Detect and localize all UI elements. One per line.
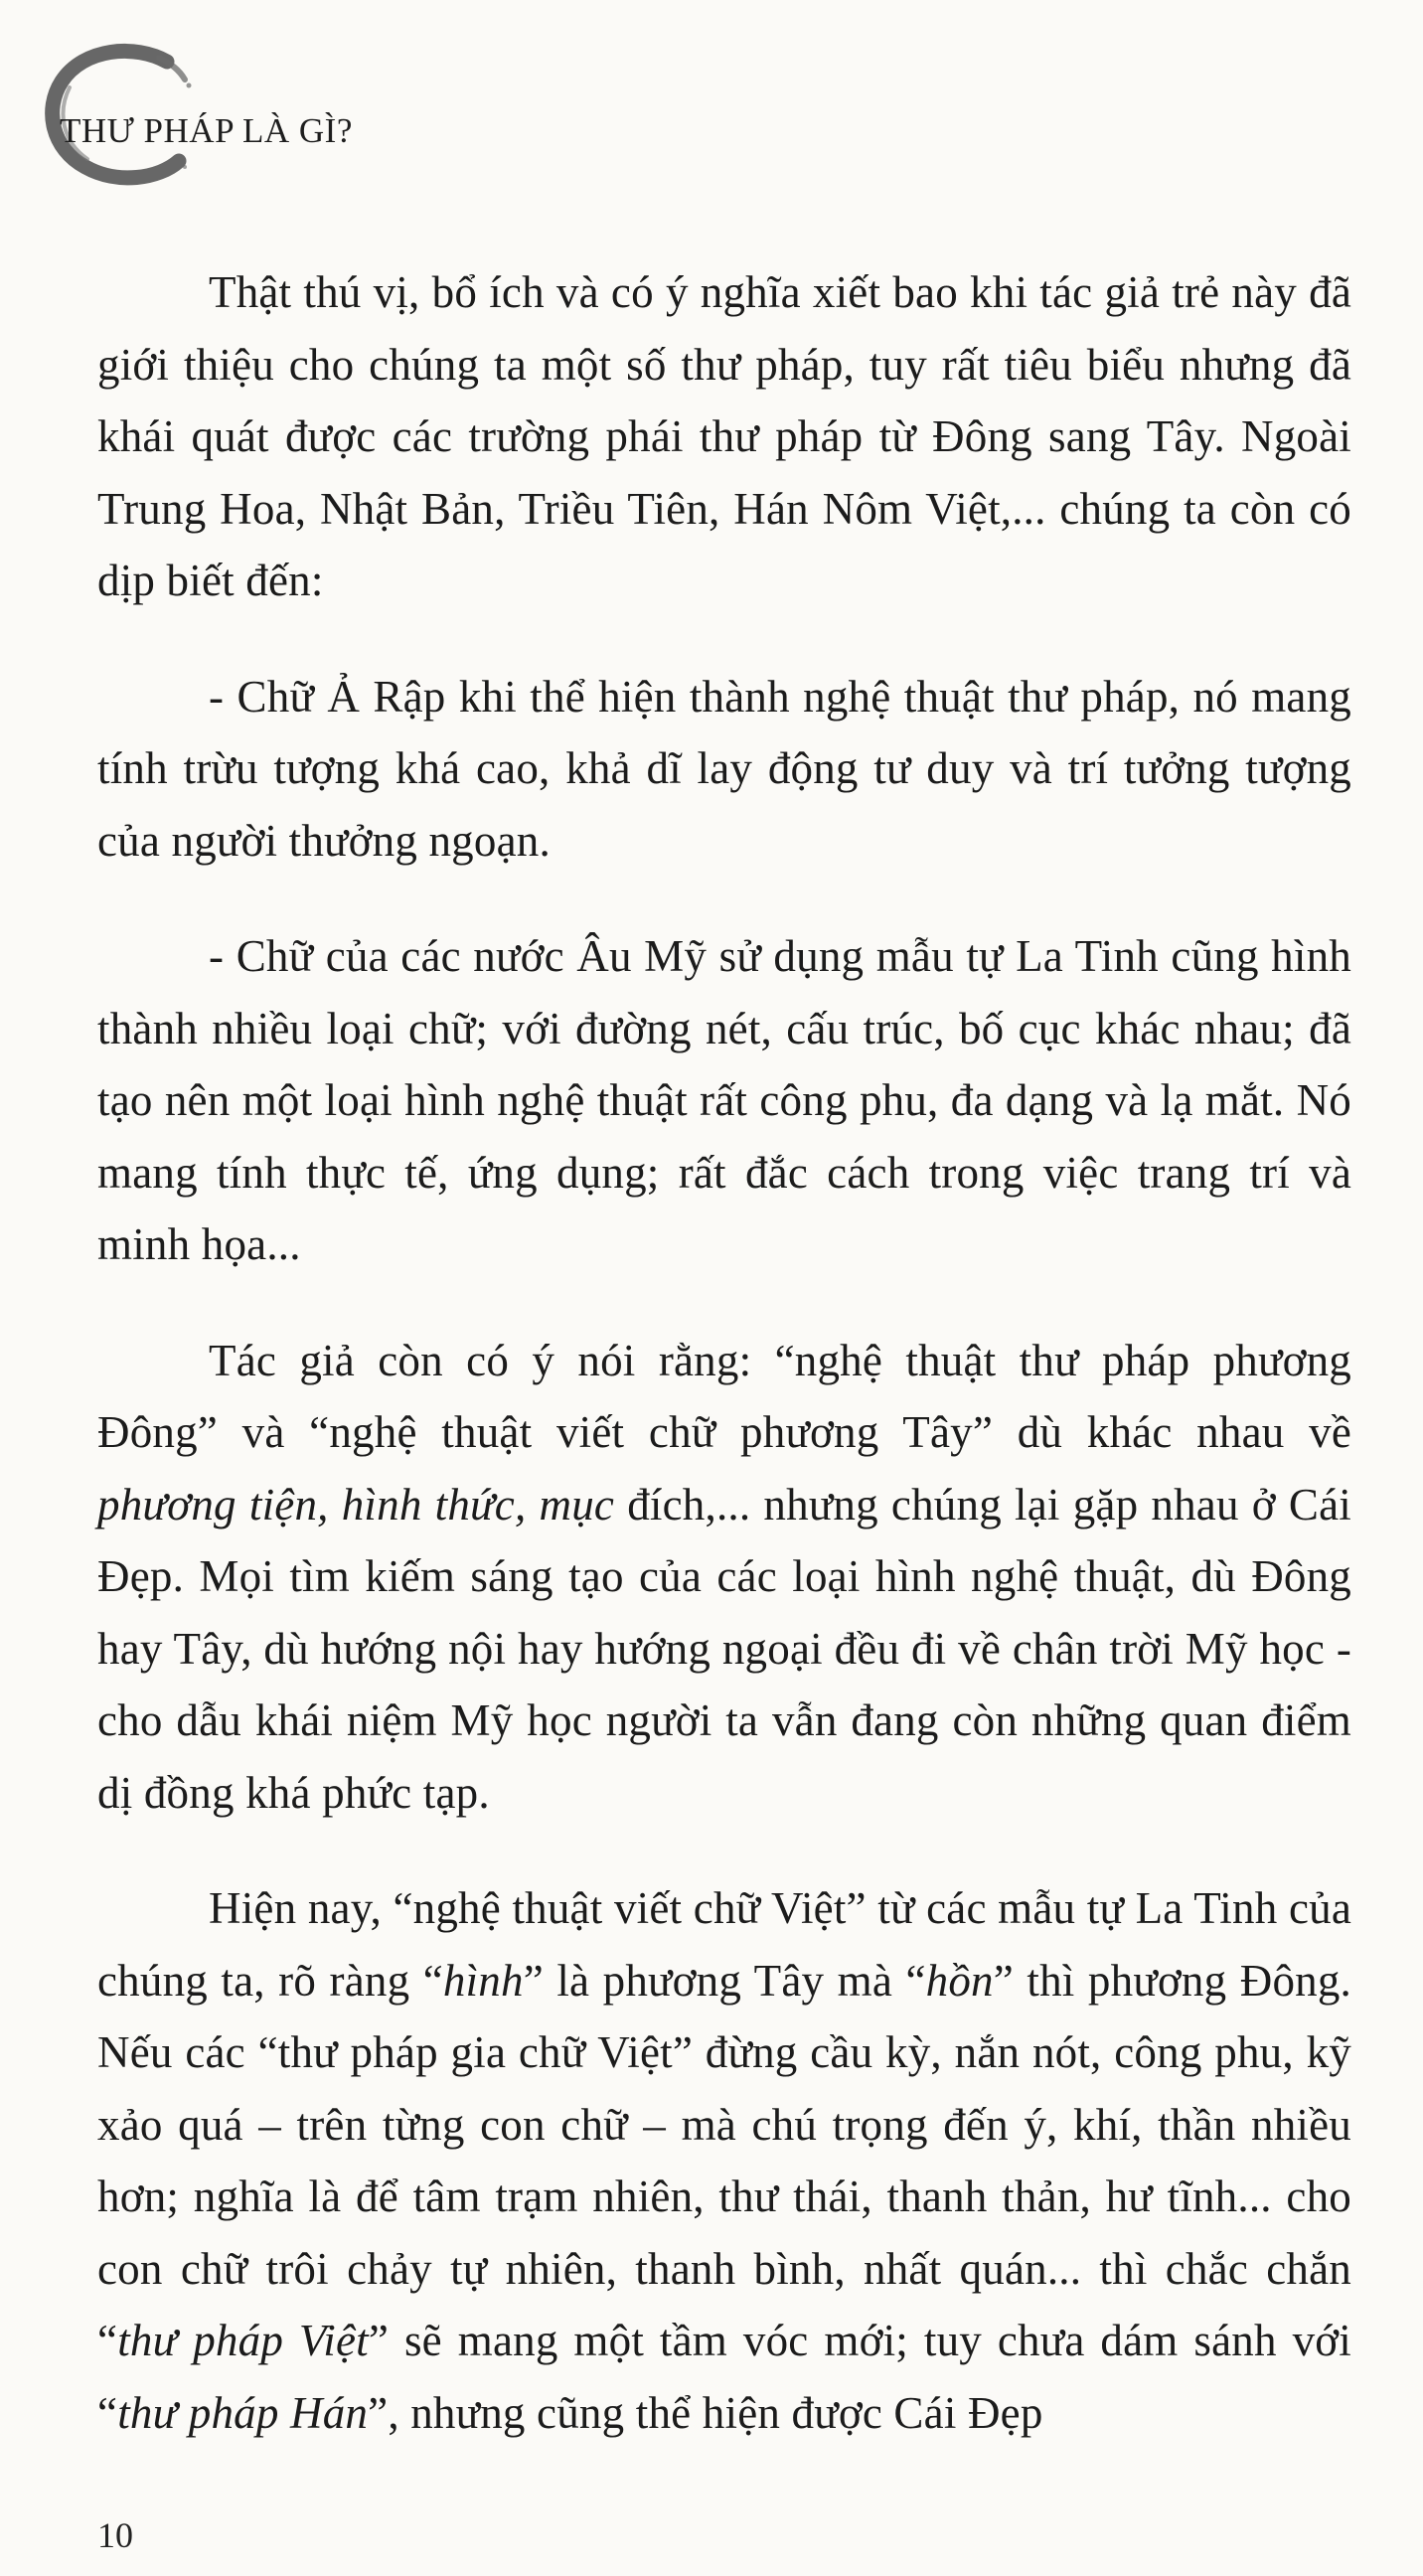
text-run: ” là phương Tây mà “ xyxy=(523,1955,926,2006)
italic-phrase: hình xyxy=(442,1955,524,2006)
italic-phrase: thư pháp Việt xyxy=(117,2316,369,2365)
text-run: Thật thú vị, bổ ích và có ý nghĩa xiết bao khi tác giả trẻ này đã giới thiệu cho chúng ta một số thư pháp, tuy rất tiêu biểu nhưng đã khái quát được các trường phái thư pháp từ Đông sang Tây. Ngoài Trung Hoa, Nhật Bản, Triều Tiên, Hán Nôm Việt,... chúng ta còn có dịp biết đến: xyxy=(97,267,1351,605)
text-run: ”, nhưng cũng thể hiện được Cái Đẹp xyxy=(368,2387,1043,2438)
italic-phrase: thư pháp Hán xyxy=(117,2387,369,2438)
running-header xyxy=(40,40,353,189)
paragraph xyxy=(97,1325,1351,1830)
running-title: THƯ PHÁP LÀ GÌ? xyxy=(60,111,353,150)
paragraph xyxy=(97,661,1351,878)
text-run: - Chữ của các nước Âu Mỹ sử dụng mẫu tự La Tinh cũng hình thành nhiều loại chữ; với đường nét, cấu trúc, bố cục khác nhau; đã tạo nên một loại hình nghệ thuật rất công phu, đa dạng và lạ mắt. Nó mang tính thực tế, ứng dụng; rất đắc cách trong việc trang trí và minh họa... xyxy=(97,931,1351,1269)
text-run: - Chữ Ả Rập khi thể hiện thành nghệ thuật thư pháp, nó mang tính trừu tượng khá cao, khả dĩ lay động tư duy và trí tưởng tượng của người thưởng ngoạn. xyxy=(97,671,1351,866)
text-run: đích,... nhưng chúng lại gặp nhau ở Cái Đẹp. Mọi tìm kiếm sáng tạo của các loại hình nghệ thuật, dù Đông hay Tây, dù hướng nội hay hướng ngoại đều đi về chân trời Mỹ học - cho dẫu khái niệm Mỹ học người ta vẫn đang còn những quan điểm dị đồng khá phức tạp. xyxy=(97,1479,1351,1818)
text-run: ” sẽ mang một tầm vóc mới; tuy chưa dám sánh với “ xyxy=(97,2316,1351,2438)
italic-phrase: hồn xyxy=(925,1955,994,2006)
page-number: 10 xyxy=(97,2515,133,2555)
text-run: Hiện nay, “nghệ thuật viết chữ Việt” từ các mẫu tự La Tinh của chúng ta, rõ ràng “ xyxy=(97,1883,1351,2006)
body-text xyxy=(97,256,1351,2449)
text-run: Tác giả còn có ý nói rằng: “nghệ thuật thư pháp phương Đông” và “nghệ thuật viết chữ phương Tây” dù khác nhau về xyxy=(97,1335,1351,1457)
paragraph xyxy=(97,256,1351,617)
paragraph xyxy=(97,1872,1351,2449)
paragraph xyxy=(97,920,1351,1281)
italic-phrase: phương tiện, hình thức, mục xyxy=(97,1479,615,1530)
text-run: ” thì phương Đông. Nếu các “thư pháp gia chữ Việt” đừng cầu kỳ, nắn nót, công phu, kỹ xảo quá – trên từng con chữ – mà chú trọng đến ý, khí, thần nhiều hơn; nghĩa là để tâm trạm nhiên, thư thái, thanh thản, hư tĩnh... cho con chữ trôi chảy tự nhiên, thanh bình, nhất quán... thì chắc chắn “ xyxy=(97,1955,1352,2365)
